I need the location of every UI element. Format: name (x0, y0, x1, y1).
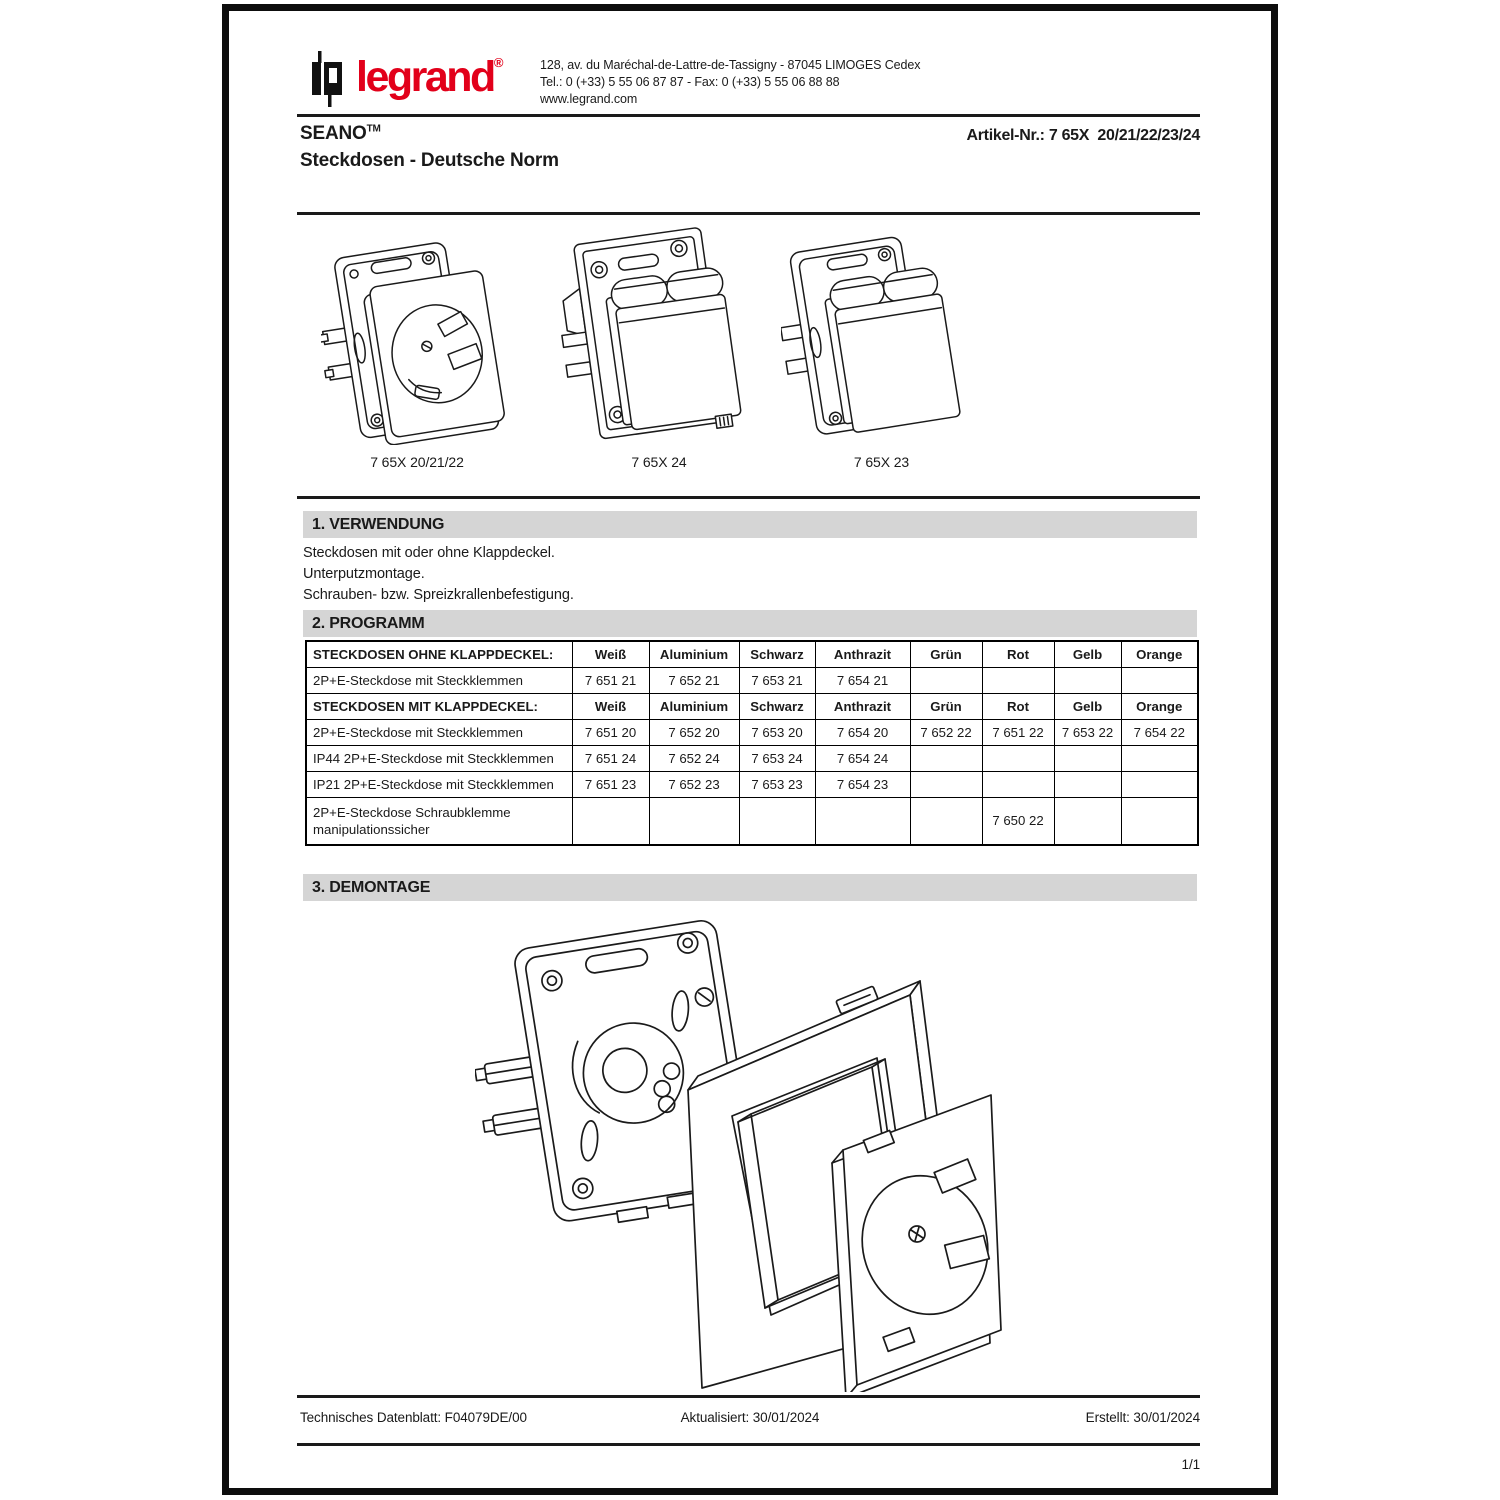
row-label: IP44 2P+E-Steckdose mit Steckklemmen (306, 746, 572, 772)
color-header-weiss: Weiß (572, 641, 649, 668)
part-number-cell: 7 651 23 (572, 772, 649, 798)
product-title (300, 123, 381, 145)
part-number-cell: 7 654 24 (815, 746, 910, 772)
part-number-cell (649, 798, 739, 846)
socket-ip44-lid-drawing (557, 227, 762, 449)
header-divider (297, 114, 1200, 117)
part-number-cell: 7 652 22 (910, 720, 982, 746)
trademark-mark: TM (366, 123, 381, 135)
socket-no-lid-drawing (321, 233, 516, 445)
registered-mark: ® (493, 55, 504, 70)
table-row (306, 720, 1198, 746)
brand-text: legrand (356, 53, 494, 101)
part-number-cell: 7 653 21 (739, 668, 815, 694)
demontage-exploded-drawing (475, 900, 1015, 1392)
group-header-cell: STECKDOSEN MIT KLAPPDECKEL: (306, 694, 572, 720)
color-header-aluminium: Aluminium (649, 694, 739, 720)
table-row (306, 798, 1198, 846)
part-number-cell (815, 798, 910, 846)
part-number-cell (1121, 798, 1198, 846)
part-number-cell (910, 798, 982, 846)
footer-datasheet-ref: Technisches Datenblatt: F04079DE/00 (300, 1410, 527, 1425)
part-number-cell: 7 652 23 (649, 772, 739, 798)
color-header-schwarz: Schwarz (739, 694, 815, 720)
color-header-weiss: Weiß (572, 694, 649, 720)
table-group-header-row (306, 641, 1198, 668)
section-title-programm: 2. PROGRAMM (303, 610, 1197, 637)
verwendung-line-3: Schrauben- bzw. Spreizkrallenbefestigung. (303, 587, 574, 603)
part-number-cell: 7 650 22 (982, 798, 1054, 846)
section-title-verwendung: 1. VERWENDUNG (303, 511, 1197, 538)
company-address (540, 57, 920, 108)
part-number-cell (1054, 798, 1121, 846)
part-number-cell: 7 651 22 (982, 720, 1054, 746)
table-row (306, 746, 1198, 772)
row-label: 2P+E-Steckdose mit Steckklemmen (306, 668, 572, 694)
part-number-cell (982, 746, 1054, 772)
row-label: IP21 2P+E-Steckdose mit Steckklemmen (306, 772, 572, 798)
part-number-cell (1121, 668, 1198, 694)
group-header-cell: STECKDOSEN OHNE KLAPPDECKEL: (306, 641, 572, 668)
table-row (306, 772, 1198, 798)
part-number-cell (1054, 746, 1121, 772)
color-header-orange: Orange (1121, 694, 1198, 720)
color-header-anthrazit: Anthrazit (815, 694, 910, 720)
color-header-schwarz: Schwarz (739, 641, 815, 668)
verwendung-line-2: Unterputzmontage. (303, 566, 425, 582)
part-number-cell (572, 798, 649, 846)
socket-ip21-lid-drawing (781, 231, 981, 449)
datasheet-page (222, 4, 1278, 1495)
figure-caption-3: 7 65X 23 (853, 454, 910, 470)
part-number-cell: 7 651 20 (572, 720, 649, 746)
footer-created-date: Erstellt: 30/01/2024 (1085, 1410, 1200, 1425)
legrand-logo-icon (312, 51, 344, 107)
figure-caption-2: 7 65X 24 (631, 454, 687, 470)
footer-divider-top (297, 1395, 1200, 1398)
verwendung-line-1: Steckdosen mit oder ohne Klappdeckel. (303, 545, 555, 561)
part-number-cell (1054, 772, 1121, 798)
part-number-cell: 7 652 20 (649, 720, 739, 746)
part-number-cell (910, 668, 982, 694)
company-website: www.legrand.com (540, 92, 638, 106)
product-name: SEANO (300, 123, 367, 144)
part-number-cell: 7 653 22 (1054, 720, 1121, 746)
figure-caption-1: 7 65X 20/21/22 (370, 454, 464, 470)
part-number-cell: 7 654 20 (815, 720, 910, 746)
row-label: 2P+E-Steckdose mit Steckklemmen (306, 720, 572, 746)
color-header-gelb: Gelb (1054, 641, 1121, 668)
address-line-2: Tel.: 0 (+33) 5 55 06 87 87 - Fax: 0 (+33) 5 55 06 88 88 (540, 75, 840, 89)
part-number-cell (910, 772, 982, 798)
figures-divider (297, 496, 1200, 499)
part-number-cell: 7 654 22 (1121, 720, 1198, 746)
footer-divider-bottom (297, 1443, 1200, 1446)
row-label: 2P+E-Steckdose Schraubklemme manipulationssicher (306, 798, 572, 846)
part-number-cell (982, 668, 1054, 694)
verwendung-text (303, 543, 574, 606)
part-number-cell (1121, 772, 1198, 798)
footer-updated-date: Aktualisiert: 30/01/2024 (680, 1410, 820, 1425)
color-header-gelb: Gelb (1054, 694, 1121, 720)
part-number-cell: 7 651 24 (572, 746, 649, 772)
legrand-logo-wordmark (356, 53, 504, 101)
page-number: 1/1 (1181, 1457, 1200, 1472)
title-divider (297, 212, 1200, 215)
part-number-cell (910, 746, 982, 772)
part-number-cell (1121, 746, 1198, 772)
part-number-cell: 7 653 23 (739, 772, 815, 798)
part-number-cell: 7 651 21 (572, 668, 649, 694)
color-header-gruen: Grün (910, 641, 982, 668)
color-header-aluminium: Aluminium (649, 641, 739, 668)
color-header-rot: Rot (982, 694, 1054, 720)
section-title-demontage: 3. DEMONTAGE (303, 874, 1197, 901)
part-number-cell: 7 654 23 (815, 772, 910, 798)
part-number-cell: 7 652 24 (649, 746, 739, 772)
part-number-cell (982, 772, 1054, 798)
article-number: Artikel-Nr.: 7 65X 20/21/22/23/24 (966, 127, 1200, 144)
part-number-cell (739, 798, 815, 846)
product-subtitle: Steckdosen - Deutsche Norm (300, 150, 559, 171)
color-header-orange: Orange (1121, 641, 1198, 668)
color-header-anthrazit: Anthrazit (815, 641, 910, 668)
address-line-1: 128, av. du Maréchal-de-Lattre-de-Tassigny - 87045 LIMOGES Cedex (540, 58, 921, 72)
table-row (306, 668, 1198, 694)
table-group-header-row (306, 694, 1198, 720)
color-header-rot: Rot (982, 641, 1054, 668)
color-header-gruen: Grün (910, 694, 982, 720)
part-number-cell: 7 653 24 (739, 746, 815, 772)
part-number-cell: 7 654 21 (815, 668, 910, 694)
programm-table (305, 640, 1199, 846)
part-number-cell: 7 652 21 (649, 668, 739, 694)
part-number-cell: 7 653 20 (739, 720, 815, 746)
part-number-cell (1054, 668, 1121, 694)
